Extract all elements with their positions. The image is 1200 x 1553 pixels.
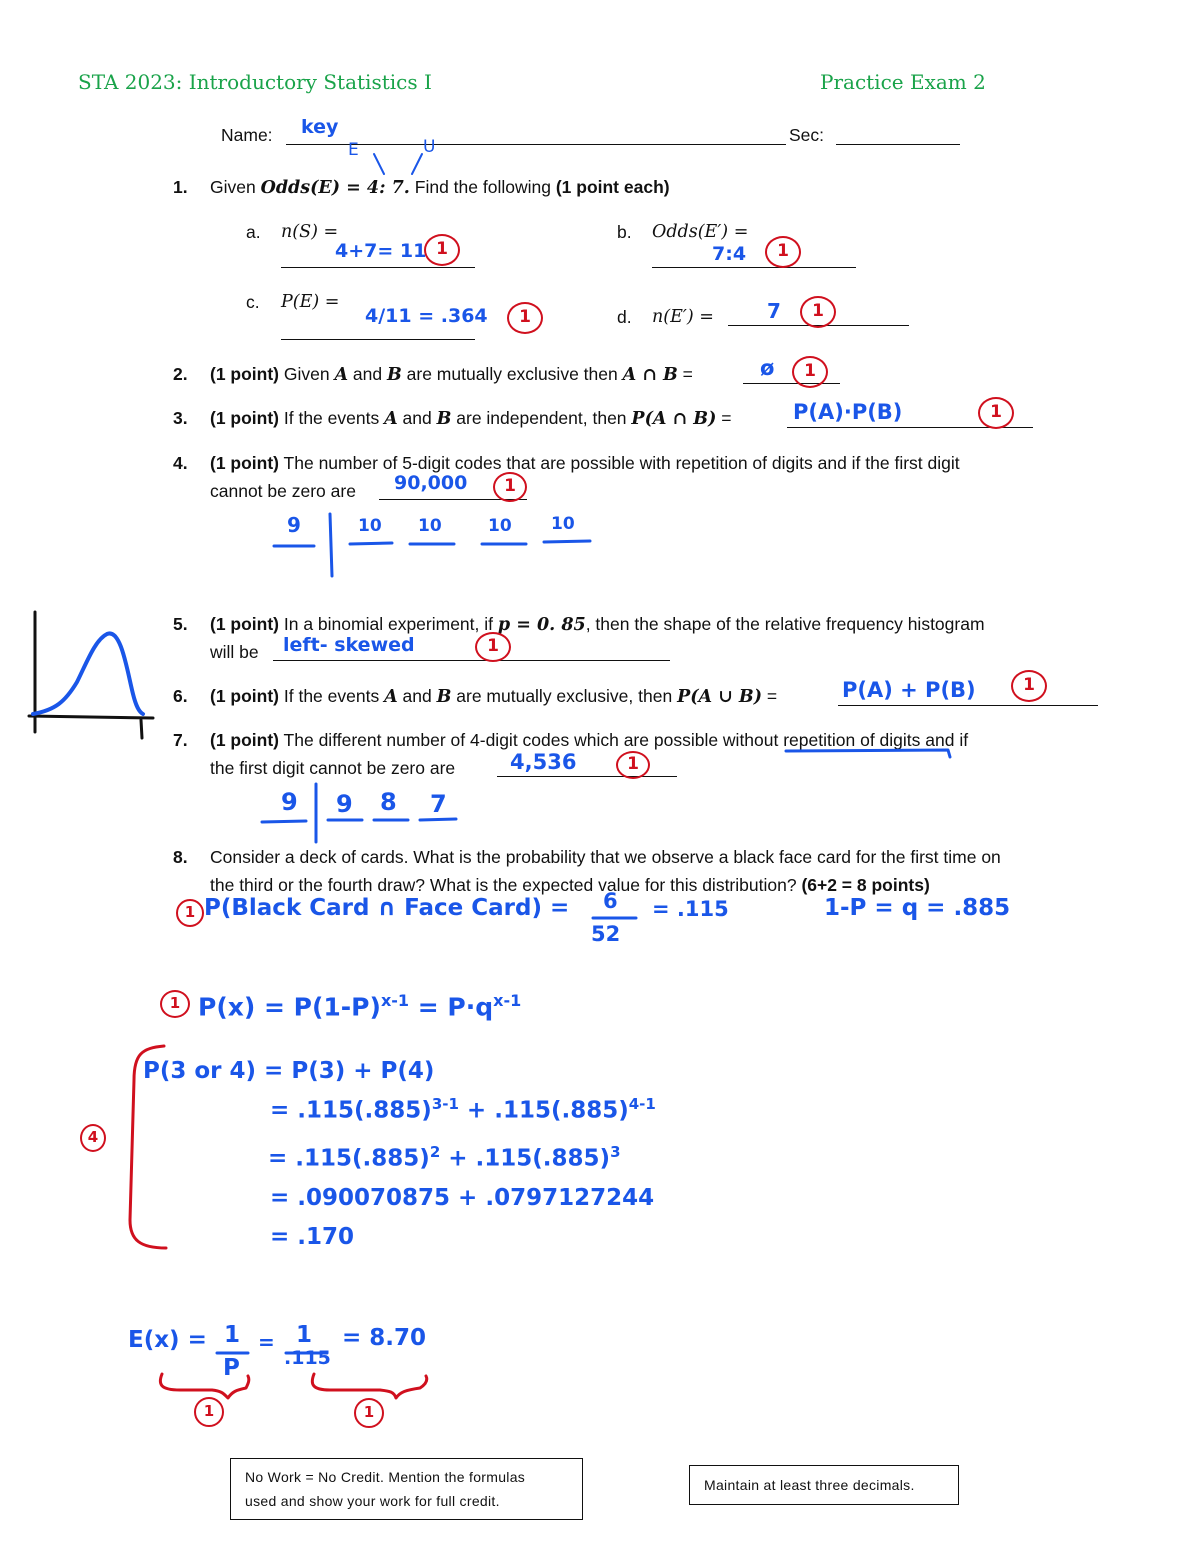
q7-work-digit: 9 [281,788,298,816]
q4-work-digit: 10 [551,514,575,534]
q1c-answer: 4/11 = .364 [365,305,488,327]
q7-line2: the first digit cannot be zero are [210,758,456,778]
q4-line1: (1 point) The number of 5-digit codes that are possible with repetition of digits and if the first digit [210,453,960,473]
score-circle: 1 [176,899,204,927]
q8-work-step: = $.115(.885)^{3-1} + .115(.885)^{4-1}$ [270,1095,656,1124]
q8-work-prob-result: = .115 [652,897,729,921]
name-label: Name: [221,125,273,145]
q8-work-prob-num: 6 [603,889,618,913]
q3-answer: P(A)·P(B) [793,400,903,424]
q8-expected-den2: .115 [284,1347,331,1369]
q1c-expr: P(E) = [281,292,340,312]
score-circle: 1 [978,397,1014,429]
score-circle: 1 [424,234,460,266]
q7-line1: (1 point) The different number of 4-digit codes which are possible without repetition of digits and if [210,730,969,750]
score-circle: 1 [792,356,828,388]
q8-expected-label: E(x) = [128,1327,207,1353]
q8-expected-num1: 1 [224,1322,241,1348]
decimals-note-box [689,1465,959,1505]
q1d-label: d. [617,307,632,327]
left-skewed-curve-sketch [25,610,160,745]
q8-work-prob-den: 52 [591,922,621,946]
q8-expected-result: = 8.70 [342,1325,427,1351]
q8-work-step: = $.115(.885)^2 + .115(.885)^3$ [268,1143,621,1172]
score-circle: 1 [354,1398,384,1428]
q1b-line [652,250,856,268]
q1a-expr: n(S) = [281,222,339,242]
sec-label: Sec: [789,125,825,145]
q2-number: 2. [173,364,188,384]
q2-answer: ø [760,356,775,380]
q8-work-prob-label: P(Black Card ∩ Face Card) = [204,895,570,921]
q8-expected-num2: 1 [296,1322,313,1348]
q3-number: 3. [173,408,188,428]
q1a-label: a. [246,222,261,242]
q5-line2: will be [210,642,259,662]
q8-work-geometric: $P(x) = P(1-P)^{x-1} = P\cdot q^{x-1}$ [198,991,522,1022]
q4-work-digit: 10 [488,516,512,536]
q8-work-step: P(3 or 4) = P(3) + P(4) [143,1058,435,1084]
q8-line1: Consider a deck of cards. What is the probability that we observe a black face card for the first time on [210,847,1001,867]
q8-expected-eq: = [258,1330,275,1354]
q5-number: 5. [173,614,188,634]
name-value: key [301,116,339,138]
q4-answer: 90,000 [394,472,468,494]
q8-work-step: = .170 [270,1224,355,1250]
q5-line1: (1 point) In a binomial experiment, if p = 0. 85, then the shape of the relative frequency histogram [210,614,985,635]
score-circle: 1 [194,1397,224,1427]
score-circle: 1 [475,632,511,662]
score-circle: 1 [1011,670,1047,702]
course-title: STA 2023: Introductory Statistics I [78,70,432,94]
q8-work-q: 1-P = q = .885 [824,895,1011,921]
q8-work-step: = .090070875 + .0797127244 [270,1185,655,1211]
q7-work-digit: 9 [336,790,353,818]
score-circle-four: 4 [80,1124,106,1152]
q8-expected-braces [150,1370,440,1400]
q3-text: (1 point) If the events A and B are independent, then P(A ∩ B) = [210,408,732,429]
work-note-line1: No Work = No Credit. Mention the formulas [245,1469,526,1485]
q2-text: (1 point) Given A and B are mutually exclusive then A ∩ B = [210,364,693,385]
score-circle: 1 [160,990,190,1018]
score-circle: 1 [507,302,543,334]
exam-title: Practice Exam 2 [820,70,986,94]
q1c-label: c. [246,292,260,312]
q8-line2: the third or the fourth draw? What is the expected value for this distribution? (6+2 = 8 points) [210,875,930,895]
q6-answer: P(A) + P(B) [842,678,976,702]
score-circle: 1 [616,751,650,779]
q1-number: 1. [173,177,188,197]
q7-work-lines [258,780,468,850]
q6-text: (1 point) If the events A and B are mutually exclusive, then P(A ∪ B) = [210,686,778,707]
q4-line2: cannot be zero are [210,481,356,501]
q8-number: 8. [173,847,188,867]
q4-work-digit: 10 [418,516,442,536]
q7-work-digit: 7 [430,790,447,818]
annotation-e: E [348,140,359,160]
decimals-note: Maintain at least three decimals. [704,1477,915,1493]
q7-work-digit: 8 [380,788,397,816]
q5-answer: left- skewed [283,634,415,656]
q4-work-lines [270,510,600,585]
score-circle: 1 [765,236,801,268]
q1d-answer: 7 [767,299,781,323]
q1b-label: b. [617,222,632,242]
work-note-line2: used and show your work for full credit. [245,1493,500,1509]
q1b-expr: Odds(E′) = [652,222,749,242]
score-circle: 1 [493,472,527,502]
q1a-answer: 4+7= 11 [335,240,427,262]
q1d-expr: n(E′) = [652,307,714,327]
annotation-u: U [423,137,436,157]
work-note-box [230,1458,583,1520]
q7-number: 7. [173,730,188,750]
q1b-answer: 7:4 [712,243,747,265]
q8-expected-den1: P [223,1355,240,1381]
q4-work-digit: 10 [358,516,382,536]
q4-number: 4. [173,453,188,473]
q6-number: 6. [173,686,188,706]
q7-underline-mark [780,745,960,765]
q4-work-digit: 9 [287,513,301,537]
name-line [286,126,786,145]
q1-text: Given Odds(E) = 4: 7. Find the following (1 point each) [210,177,670,198]
score-circle: 1 [800,296,836,328]
q7-answer: 4,536 [510,750,577,774]
sec-line [836,126,960,145]
